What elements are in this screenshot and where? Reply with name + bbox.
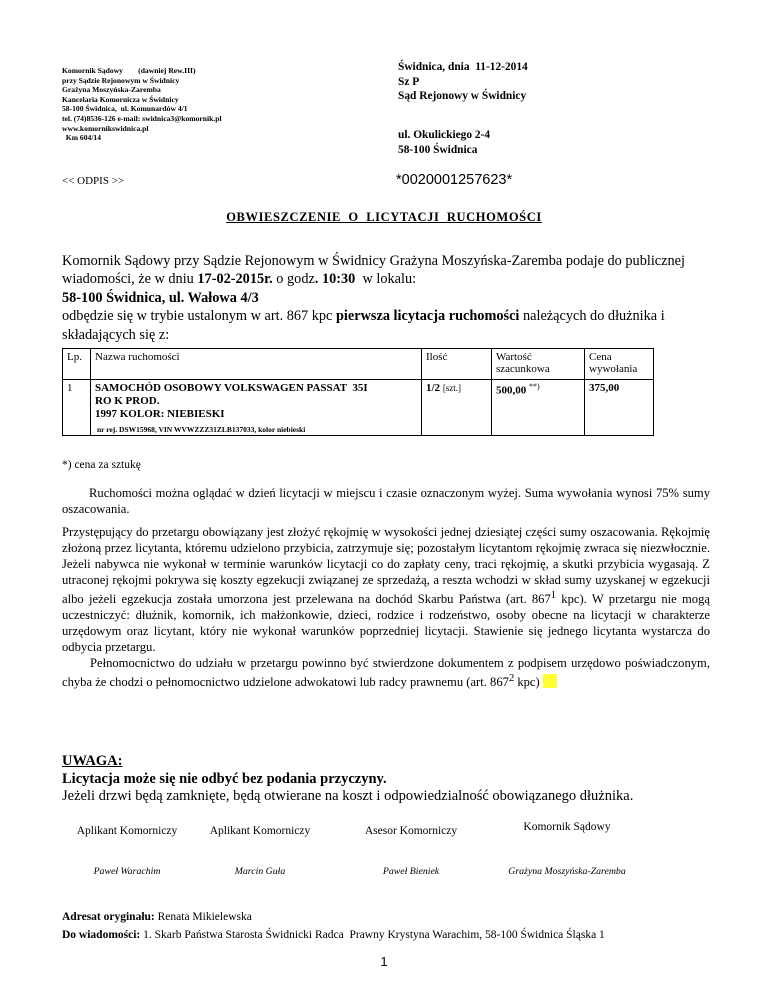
item-name-line: SAMOCHÓD OSOBOWY VOLKSWAGEN PASSAT 35I (95, 382, 368, 394)
addressee-name: Renata Mikielewska (154, 911, 252, 923)
notice-line: Jeżeli drzwi będą zamknięte, będą otwierane na koszt i odpowiedzialność obowiązanego dłużnika. (62, 788, 634, 804)
bailiff-letterhead (62, 66, 222, 143)
address-line: 58-100 Świdnica (398, 143, 478, 156)
col-lp: Lp. (63, 349, 91, 380)
auction-time: . 10:30 (314, 271, 356, 288)
deposit-text: kpc). W przetargu nie mogą uczestniczyć: dłużnik, komornik, ich małżonkowie, dzieci, rodzice i rodzeństwo, osoby obecne na licytacji w charakterze urzędowym oraz licytant, który nie wykonał warunków poprzedniej licytacji. Stawienie się jednego licytanta wystarcza do odbycia przetargu. (62, 592, 710, 655)
auction-date: 17-02-2015r. (197, 271, 273, 288)
cc-recipient: 1. Skarb Państwa Starosta Świdnicki Radca Prawny Krystyna Warachim, 58-100 Świdnica Śląska 1 (140, 929, 605, 941)
highlight-mark (543, 674, 557, 688)
signature-role: Aplikant Komorniczy (76, 825, 178, 837)
signature-name: Paweł Bieniek (382, 866, 440, 877)
letterhead-line: Grażyna Moszyńska-Zaremba (62, 85, 161, 95)
article-superscript: 2 (508, 673, 515, 685)
signature-name: Paweł Warachim (93, 866, 161, 877)
viewing-paragraph: Ruchomości można oglądać w dzień licytacji w miejscu i czasie oznaczonym wyżej. Suma wywołania wynosi 75% sumy oszacowania. (62, 486, 710, 516)
auction-place: 58-100 Świdnica, ul. Wałowa 4/3 (62, 289, 259, 306)
page-number: 1 (380, 954, 388, 969)
item-price: 375,00 (589, 382, 620, 394)
items-table (62, 348, 654, 436)
intro-text: o godz (272, 271, 315, 288)
row-qty (422, 380, 492, 436)
salutation: Sz P (398, 75, 420, 88)
addressee-line (62, 908, 605, 926)
col-name: Nazwa ruchomości (91, 349, 422, 380)
copy-mark: << ODPIS >> (62, 175, 125, 187)
letterhead-line: 58-100 Świdnica, ul. Komunardów 4/1 (62, 104, 188, 114)
row-price (585, 380, 654, 436)
item-qty: 1/2 (426, 382, 441, 394)
signature-name: Marcin Guła (234, 866, 286, 877)
recipient-address (398, 128, 490, 157)
col-price: Cena wywołania (585, 349, 654, 380)
table-row (63, 380, 654, 424)
cc-label: Do wiadomości: (62, 929, 141, 941)
proxy-paragraph (62, 655, 710, 690)
case-number: Km 604/14 (62, 133, 102, 143)
signature-name: Grażyna Moszyńska-Zaremba (508, 866, 626, 877)
distribution-list (62, 908, 605, 944)
article-superscript: 1 (550, 590, 557, 601)
value-footnote-mark: **) (529, 382, 540, 391)
letterhead-line: Komornik Sądowy (dawniej Rew.III) (62, 66, 196, 75)
col-value: Wartość szacunkowa (492, 349, 585, 380)
signature-role: Komornik Sądowy (523, 821, 611, 833)
row-lp: 1 (63, 380, 91, 436)
addressee-label: Adresat oryginału: (62, 911, 155, 923)
intro-text: w lokalu: (355, 271, 417, 288)
letterhead-line: przy Sądzie Rejonowym w Świdnicy (62, 75, 180, 85)
item-unit: [szt.] (442, 383, 462, 393)
letterhead-line: tel. (74)8536-126 e-mail: swidnica3@komornik.pl (62, 113, 222, 123)
signature-role: Aplikant Komorniczy (209, 825, 311, 837)
row-value (492, 380, 585, 436)
item-name-line: RO K PROD. (95, 395, 160, 407)
recipient-name: Sąd Rejonowy w Świdnicy (398, 90, 527, 103)
table-header-row (63, 349, 654, 380)
recipient-block (398, 60, 528, 104)
item-value: 500,00 (496, 384, 527, 397)
notice-line: Licytacja może się nie odbyć bez podania przyczyny. (62, 770, 387, 787)
intro-text: Komornik Sądowy przy Sądzie Rejonowym w Świdnicy Grażyna Moszyńska-Zaremba podaje do publicznej wiadomości, że w dniu (62, 253, 685, 288)
letterhead-line: Kancelaria Komornicza w Świdnicy (62, 94, 179, 104)
item-name-line: 1997 KOLOR: NIEBIESKI (95, 408, 225, 420)
deposit-paragraph (62, 524, 710, 690)
letterhead-line: www.komornikswidnica.pl (62, 123, 149, 133)
notice-block (62, 753, 633, 806)
barcode-text: *0020001257623* (396, 172, 513, 188)
price-footnote: *) cena za sztukę (62, 459, 141, 471)
cc-line (62, 926, 605, 944)
announcement-intro (62, 252, 712, 344)
intro-text: należących do dłużnika i składających się z: (62, 308, 665, 343)
proxy-text: Pełnomocnictwo do udziału w przetargu powinno być stwierdzone dokumentem z podpisem urzędowo poświadczonym, chyba że chodzi o pełnomocnictwo udzielone adwokatowi lub radcy prawnemu (art. 867 (62, 656, 710, 690)
document-title: OBWIESZCZENIE O LICYTACJI RUCHOMOŚCI (226, 210, 542, 224)
auction-type: pierwsza licytacja ruchomości (335, 308, 520, 325)
proxy-text: kpc) (514, 675, 540, 690)
address-line: ul. Okulickiego 2-4 (398, 129, 491, 141)
row-name (91, 380, 422, 424)
intro-text: odbędzie się w trybie ustalonym w art. 867 kpc (62, 308, 336, 325)
deposit-text: Przystępujący do przetargu obowiązany jest złożyć rękojmię w wysokości jednej dziesiątej części sumy oszacowania. Rękojmię złożoną przez licytanta, któremu udzielono przybicia, zatrzymuje się; pozostałym licytantom rękojmię zwraca się niezwłocznie. Jeżeli nabywca nie wykonał w terminie warunków licytacji co do zapłaty ceny, traci rękojmię, a skutki przybicia wygasają. Z utraconej rękojmi pokrywa się koszty egzekucji związanej ze sprzedażą, a reszta wchodzi w skład sumy uzyskanej w egzekucji albo jeżeli egzekucja została umorzona jest przelewana na dochód Skarbu Państwa (art. 867 (62, 525, 710, 607)
item-detail: nr rej. DSW15968, VIN WVWZZZ31ZLB137033, kolor niebieski (91, 423, 422, 436)
notice-heading: UWAGA: (62, 753, 123, 769)
place-date: Świdnica, dnia 11-12-2014 (398, 61, 528, 73)
col-qty: Ilość (422, 349, 492, 380)
signature-role: Asesor Komorniczy (364, 825, 458, 837)
